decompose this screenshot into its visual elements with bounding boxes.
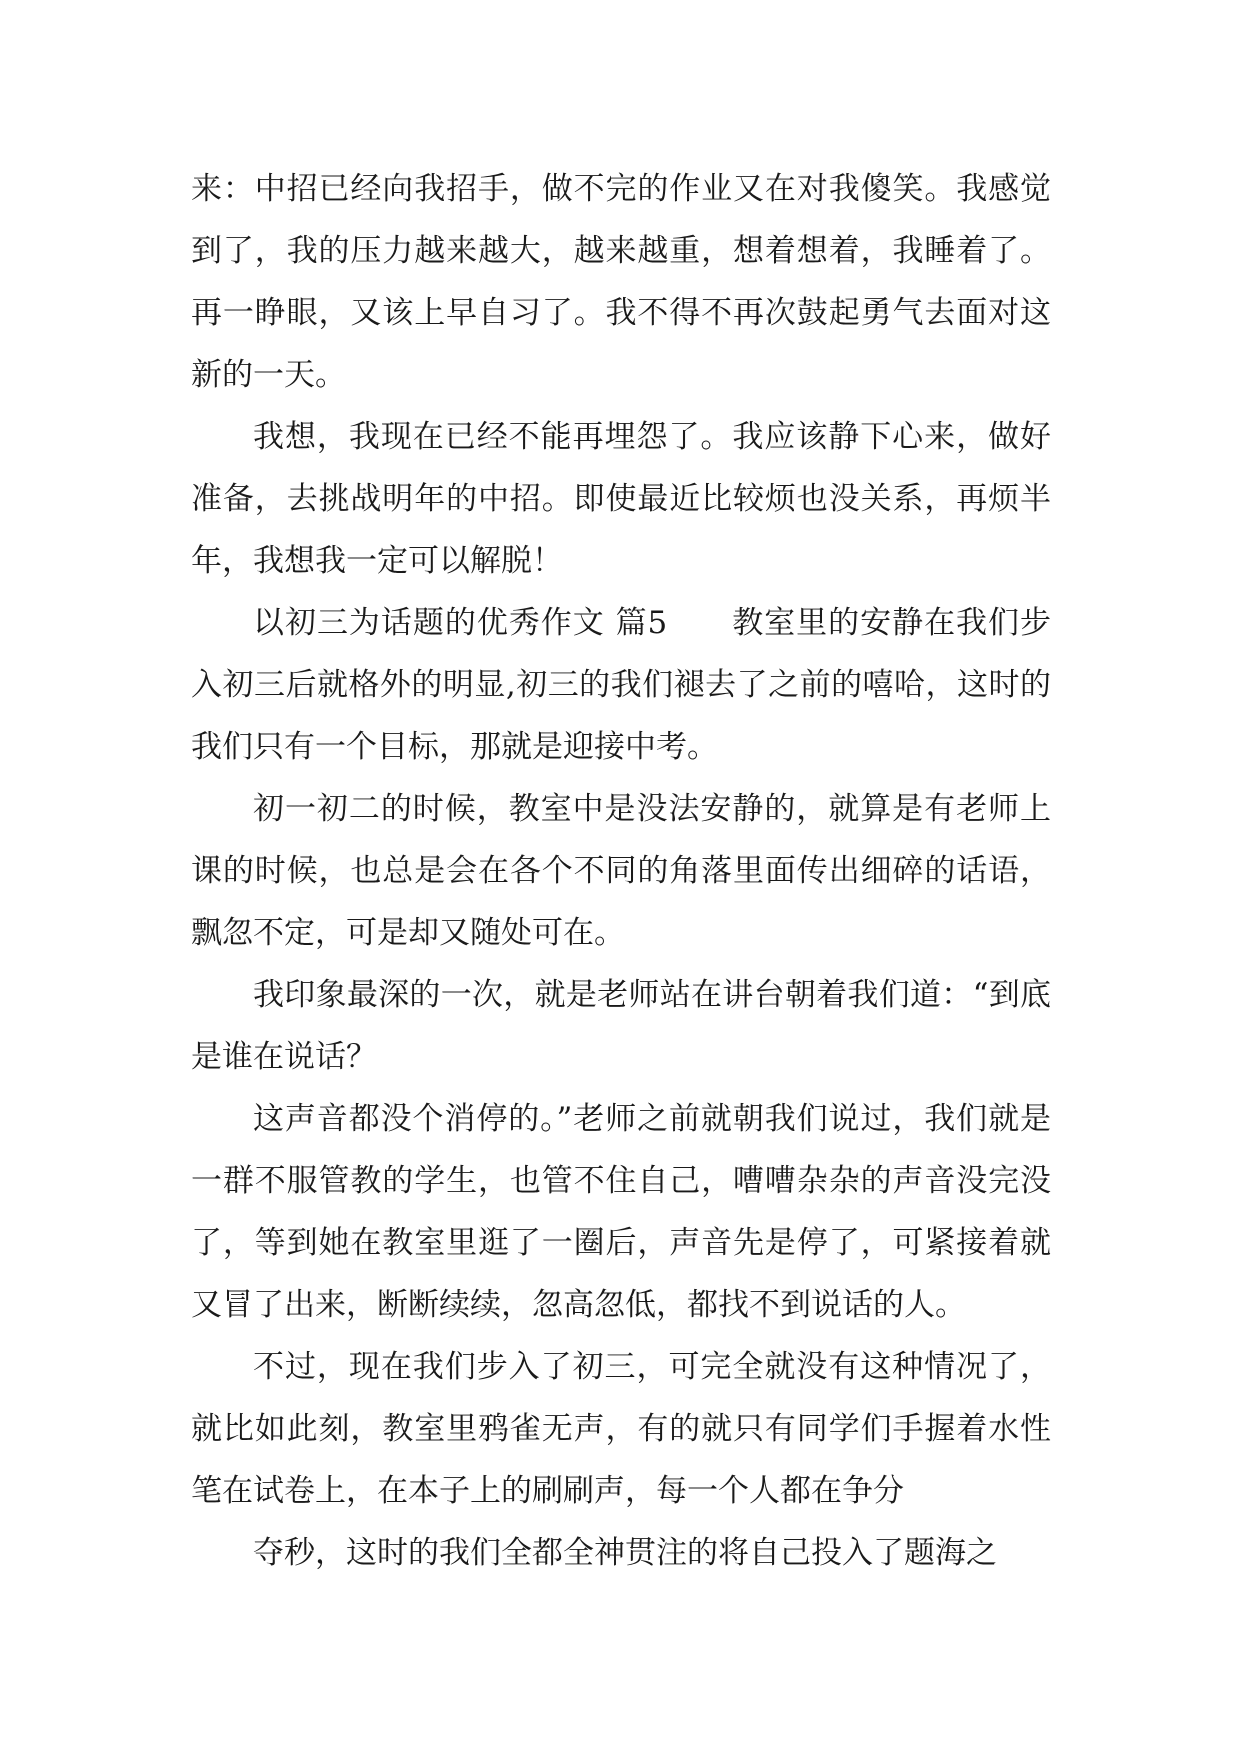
paragraph: 夺秒，这时的我们全都全神贯注的将自己投入了题海之	[253, 1535, 997, 1571]
paragraph: 来：中招已经向我招手，做不完的作业又在对我傻笑。我感觉到了，我的压力越来越大，越来越重，想着想着，我睡着了。再一睁眼，又该上早自习了。我不得不再次鼓起勇气去面对这新的一天。	[191, 171, 1051, 393]
paragraph: 我印象最深的一次，就是老师站在讲台朝着我们道：“到底是谁在说话？	[191, 977, 1051, 1075]
paragraph: 初一初二的时候，教室中是没法安静的，就算是有老师上课的时候，也总是会在各个不同的角落里面传出细碎的话语，飘忽不定，可是却又随处可在。	[191, 791, 1051, 951]
paragraph: 以初三为话题的优秀作文 篇5 教室里的安静在我们步入初三后就格外的明显,初三的我们褪去了之前的嘻哈，这时的我们只有一个目标，那就是迎接中考。	[191, 605, 1051, 765]
paragraph: 我想，我现在已经不能再埋怨了。我应该静下心来，做好准备，去挑战明年的中招。即使最近比较烦也没关系，再烦半年，我想我一定可以解脱！	[191, 419, 1051, 579]
paragraph: 这声音都没个消停的。”老师之前就朝我们说过，我们就是一群不服管教的学生，也管不住自己，嘈嘈杂杂的声音没完没了，等到她在教室里逛了一圈后，声音先是停了，可紧接着就又冒了出来，断断续续，忽高忽低，都找不到说话的人。	[191, 1101, 1051, 1323]
document-page	[191, 158, 1051, 1584]
paragraph: 不过，现在我们步入了初三，可完全就没有这种情况了，就比如此刻，教室里鸦雀无声，有的就只有同学们手握着水性笔在试卷上，在本子上的刷刷声，每一个人都在争分	[191, 1349, 1051, 1509]
